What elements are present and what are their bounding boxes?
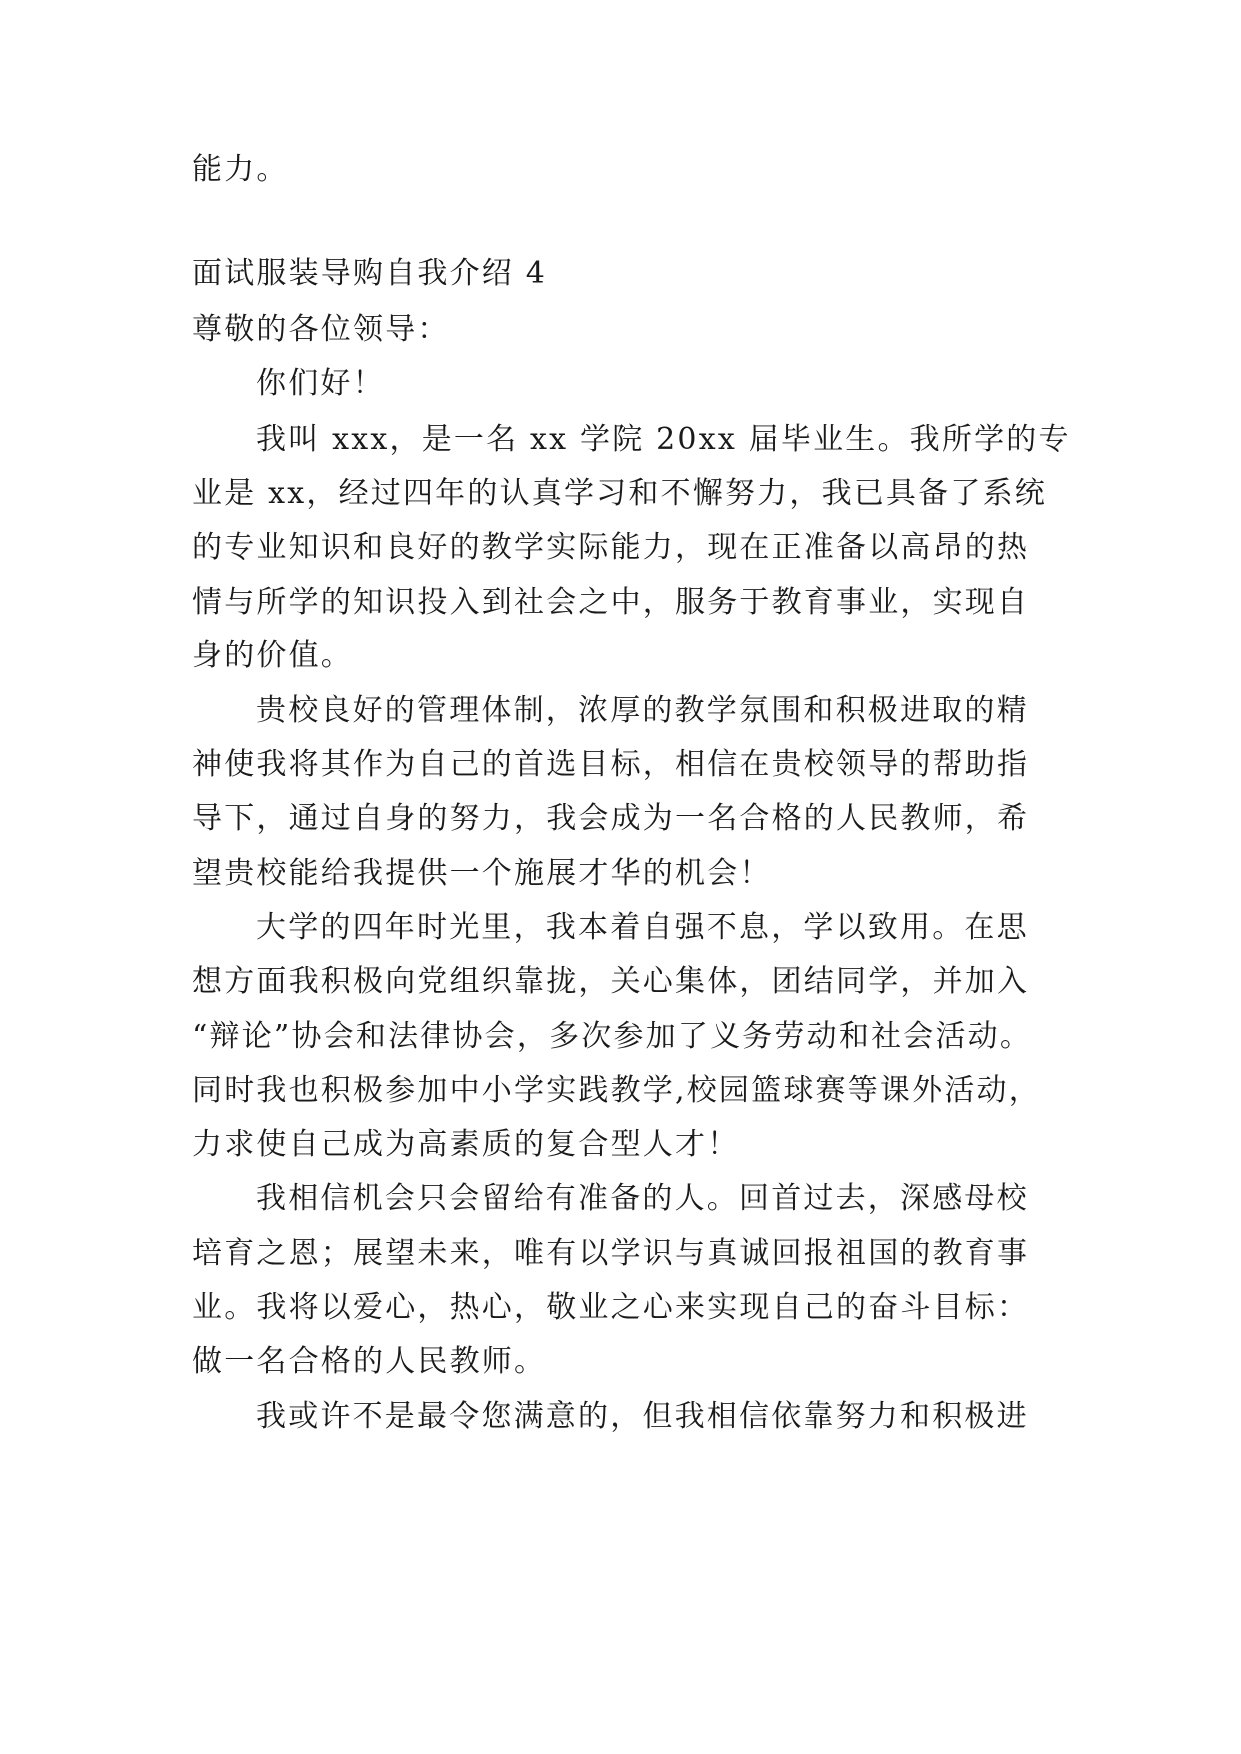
paragraph-line: 大学的四年时光里，我本着自强不息，学以致用。在思	[256, 910, 1029, 945]
paragraph-line: 业是 xx，经过四年的认真学习和不懈努力，我已具备了系统	[192, 476, 1047, 511]
paragraph-line: 我相信机会只会留给有准备的人。回首过去，深感母校	[256, 1181, 1029, 1216]
paragraph-line: 做一名合格的人民教师。	[192, 1344, 547, 1379]
paragraph-line: 情与所学的知识投入到社会之中，服务于教育事业，实现自	[192, 585, 1030, 620]
paragraph-line: 贵校良好的管理体制，浓厚的教学氛围和积极进取的精	[256, 693, 1029, 728]
paragraph-line: 想方面我积极向党组织靠拢，关心集体，团结同学，并加入	[192, 964, 1030, 999]
paragraph-line: 的专业知识和良好的教学实际能力，现在正准备以高昂的热	[192, 530, 1030, 565]
section-title: 面试服装导购自我介绍 4	[192, 256, 548, 291]
greeting: 你们好！	[256, 366, 385, 401]
paragraph-line: 力求使自己成为高素质的复合型人才！	[192, 1127, 740, 1162]
previous-section-tail: 能力。	[192, 152, 289, 187]
paragraph-line: 我叫 xxx，是一名 xx 学院 20xx 届毕业生。我所学的专	[256, 422, 1071, 457]
paragraph-line: 望贵校能给我提供一个施展才华的机会！	[192, 856, 772, 891]
paragraph-line: 培育之恩；展望未来，唯有以学识与真诚回报祖国的教育事	[192, 1236, 1030, 1271]
paragraph-line: 同时我也积极参加中小学实践教学,校园篮球赛等课外活动，	[192, 1073, 1041, 1108]
paragraph-line: 我或许不是最令您满意的，但我相信依靠努力和积极进	[256, 1399, 1029, 1434]
salutation: 尊敬的各位领导：	[192, 312, 450, 347]
paragraph-line: 神使我将其作为自己的首选目标，相信在贵校领导的帮助指	[192, 747, 1030, 782]
paragraph-line: “辩论”协会和法律协会，多次参加了义务劳动和社会活动。	[192, 1019, 1033, 1054]
paragraph-line: 导下，通过自身的努力，我会成为一名合格的人民教师，希	[192, 801, 1030, 836]
paragraph-line: 身的价值。	[192, 638, 353, 673]
paragraph-line: 业。我将以爱心，热心，敬业之心来实现自己的奋斗目标：	[192, 1290, 1030, 1325]
